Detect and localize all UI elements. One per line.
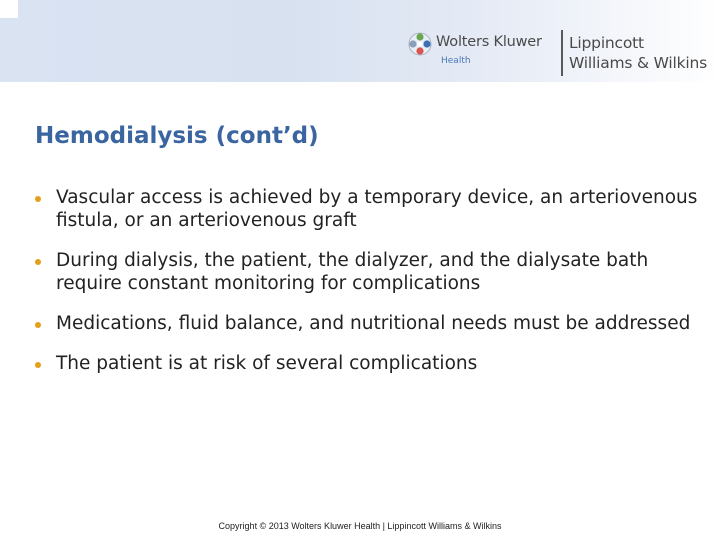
- bullet-item: [33, 312, 703, 335]
- wolters-kluwer-wordmark: Wolters Kluwer: [436, 34, 542, 50]
- bullet-list: [33, 186, 703, 392]
- wolters-kluwer-globe-icon: [408, 32, 432, 56]
- bullet-marker: [35, 362, 41, 368]
- bullet-text: Medications, fluid balance, and nutritional needs must be addressed: [56, 313, 691, 334]
- slide-title: Hemodialysis (cont’d): [35, 123, 319, 149]
- header-corner-square: [0, 0, 18, 18]
- copyright-footer: Copyright © 2013 Wolters Kluwer Health | Lippincott Williams & Wilkins: [218, 521, 502, 531]
- wolters-kluwer-health-label: Health: [441, 56, 471, 66]
- bullet-text: During dialysis, the patient, the dialyzer, and the dialysate bath require constant monitoring for complications: [56, 250, 649, 294]
- bullet-text: Vascular access is achieved by a temporary device, an arteriovenous fistula, or an arteriovenous graft: [56, 187, 698, 231]
- bullet-item: [33, 249, 703, 295]
- logo-divider: [561, 30, 563, 76]
- lippincott-wordmark-line1: Lippincott: [569, 34, 644, 52]
- bullet-marker: [35, 196, 41, 202]
- bullet-item: [33, 186, 703, 232]
- bullet-marker: [35, 322, 41, 328]
- publisher-logo: [408, 28, 714, 80]
- bullet-item: [33, 352, 703, 375]
- bullet-marker: [35, 259, 41, 265]
- bullet-text: The patient is at risk of several complications: [56, 353, 478, 374]
- lippincott-wordmark-line2: Williams & Wilkins: [569, 54, 708, 72]
